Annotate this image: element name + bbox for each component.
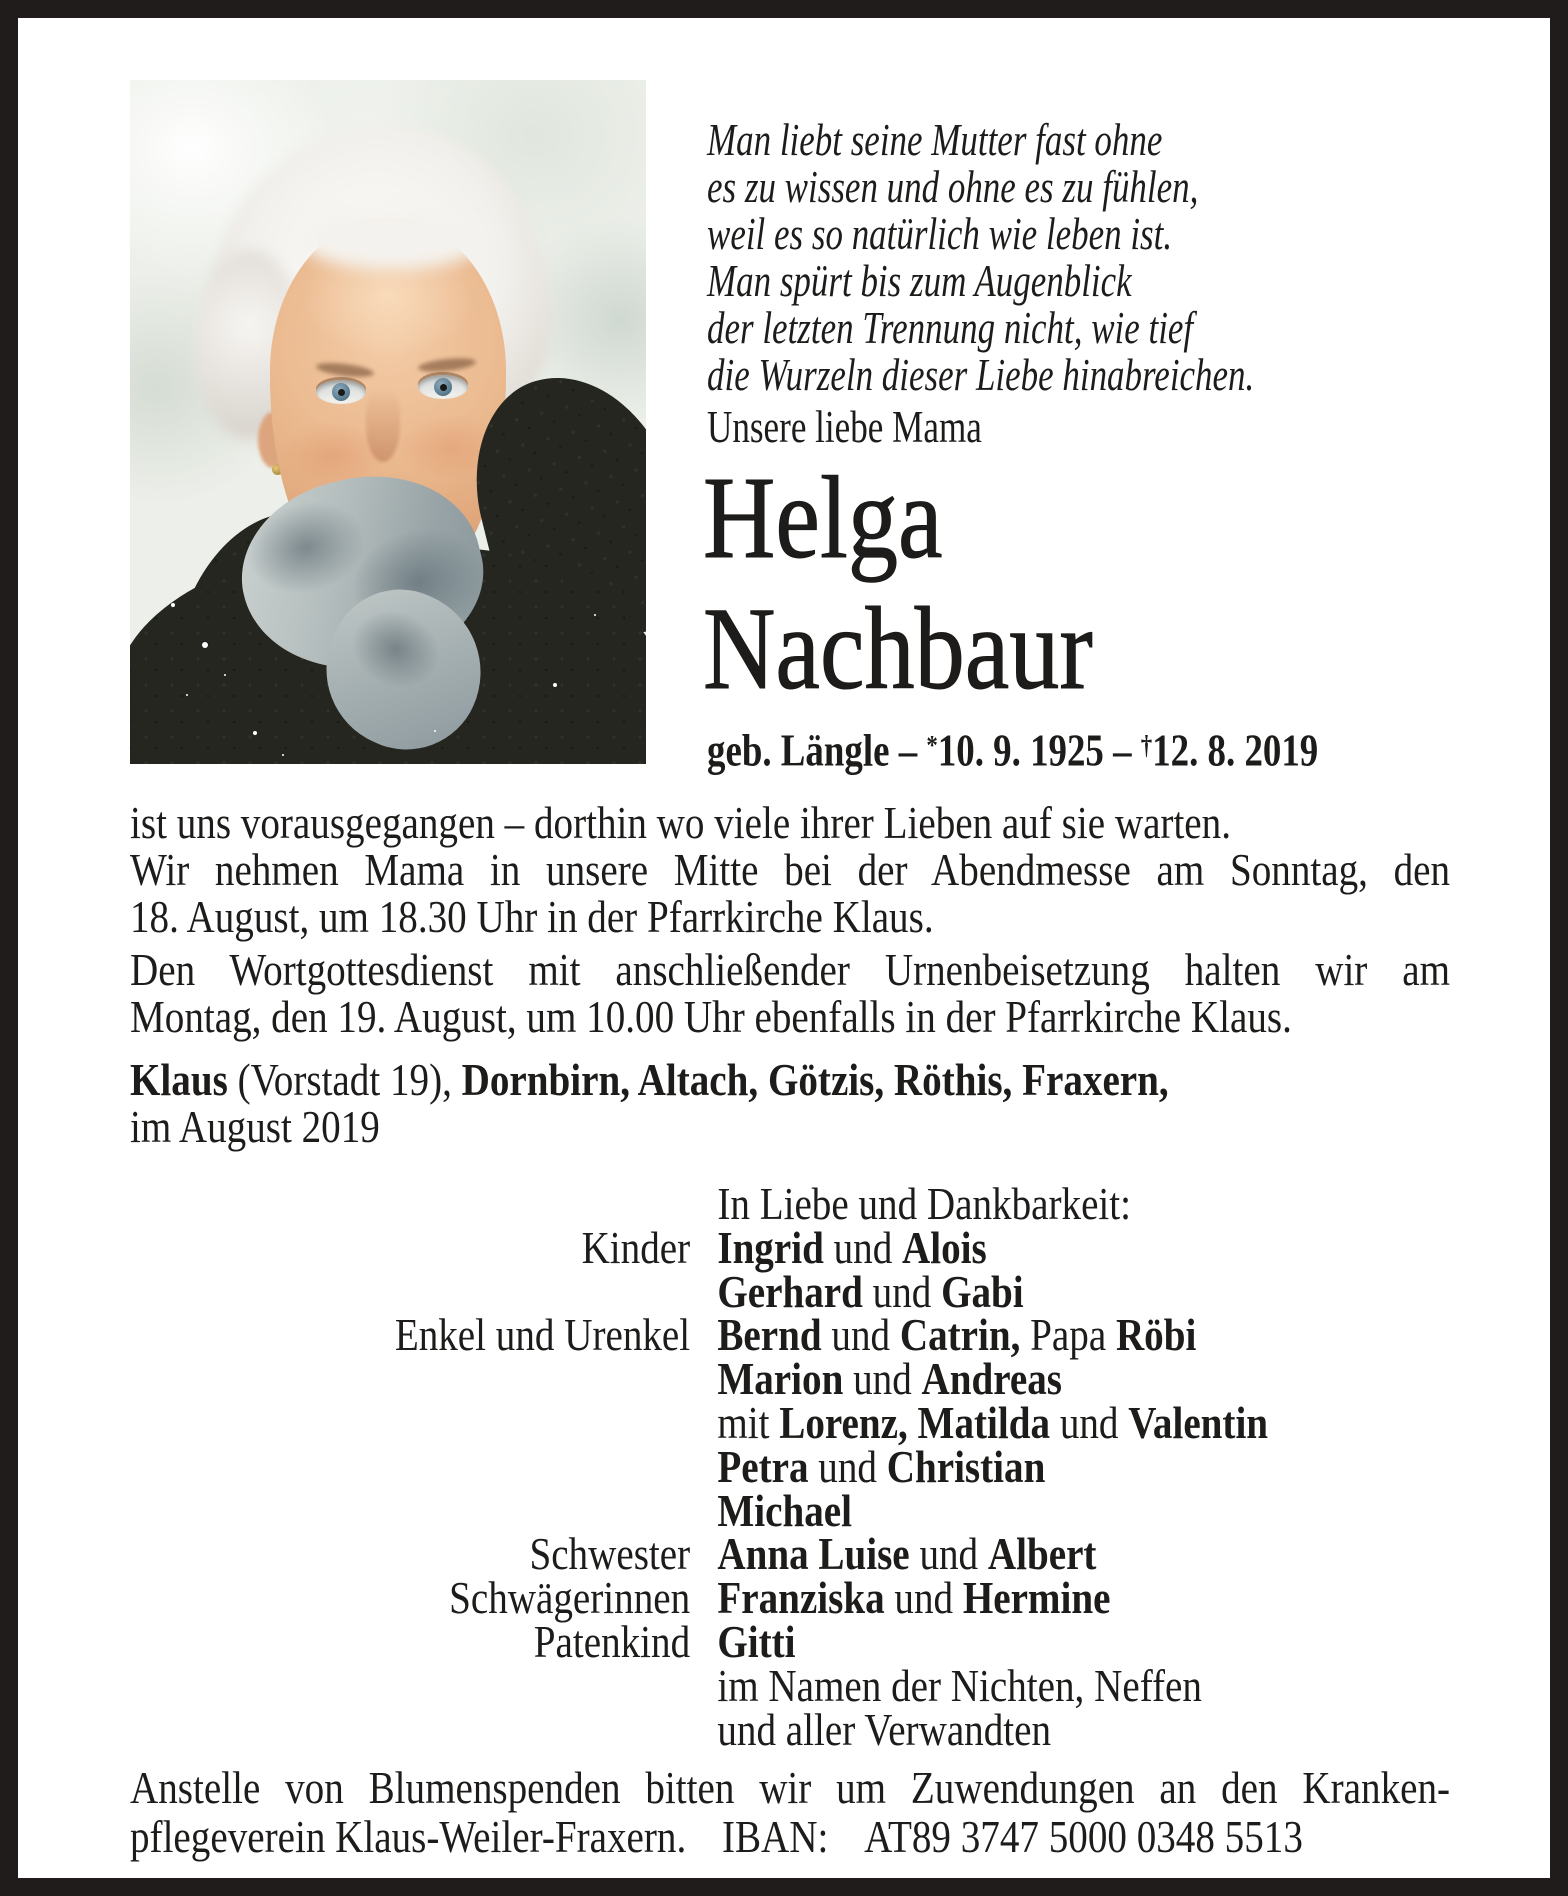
- thanks-line: In Liebe und Dankbarkeit:: [717, 1178, 1132, 1229]
- family-names: Bernd und Catrin, Papa Röbi: [717, 1309, 1197, 1361]
- poem-line: Man liebt seine Mutter fast ohne: [707, 114, 1163, 165]
- family-names: Anna Luise und Albert: [717, 1528, 1097, 1580]
- poem-line: Man spürt bis zum Augenblick: [707, 255, 1132, 306]
- lead-line: ist uns vorausgegangen – dorthin wo viele ihrer Lieben auf sie warten.: [130, 797, 1231, 848]
- family-row: [130, 1528, 1524, 1580]
- pupil-right: [440, 384, 447, 391]
- deceased-first-name: Helga: [703, 452, 943, 583]
- home-town: Klaus: [130, 1054, 228, 1105]
- birth-star-icon: *: [926, 730, 938, 761]
- family-row: [130, 1178, 1524, 1229]
- iban-number: AT89 3747 5000 0348 5513: [864, 1811, 1303, 1862]
- donation-line-1: Anstelle von Blumenspenden bitten wir um Zuwendungen an den Kranken-: [130, 1762, 1451, 1813]
- poem-line: weil es so natürlich wie leben ist.: [707, 208, 1173, 259]
- maiden-name: geb. Längle: [707, 725, 890, 776]
- iris-right: [434, 378, 452, 396]
- deceased-name: [703, 452, 1093, 714]
- family-names: Marion und Andreas: [717, 1353, 1063, 1405]
- family-row: [130, 1572, 1524, 1624]
- family-names: Ingrid und Alois: [717, 1221, 987, 1273]
- eye-right: [418, 375, 468, 399]
- announcement-text: [130, 799, 1450, 1150]
- other-towns: Dornbirn, Altach, Götzis, Röthis, Fraxern,: [461, 1054, 1169, 1105]
- association-name: pflegeverein Klaus-Weiler-Fraxern.: [130, 1811, 687, 1862]
- deceased-last-name: Nachbaur: [703, 583, 1093, 714]
- family-names: und aller Verwandten: [717, 1703, 1052, 1755]
- family-row: [130, 1615, 1524, 1667]
- eye-left: [316, 380, 366, 404]
- family-names: im Namen der Nichten, Neffen: [717, 1659, 1202, 1711]
- family-role-label: Schwester: [529, 1528, 691, 1580]
- family-row: [130, 1353, 1524, 1405]
- address: (Vorstadt 19),: [227, 1054, 462, 1105]
- family-listing: [130, 1178, 1524, 1755]
- family-row: [130, 1221, 1524, 1273]
- family-names: Gitti: [717, 1615, 796, 1667]
- poem-line: es zu wissen und ohne es zu fühlen,: [707, 161, 1199, 212]
- nose: [366, 388, 400, 462]
- family-role-label: Kinder: [581, 1221, 691, 1273]
- family-row: [130, 1484, 1524, 1536]
- donation-note: [130, 1763, 1450, 1861]
- portrait-photo: [130, 80, 646, 764]
- birth-date: 10. 9. 1925: [937, 725, 1104, 776]
- family-row: [130, 1265, 1524, 1317]
- woman-hair-fringe: [298, 206, 488, 270]
- death-date: 12. 8. 2019: [1152, 725, 1319, 776]
- snow-speckles: [130, 80, 136, 86]
- family-names: Gerhard und Gabi: [717, 1265, 1024, 1317]
- intro-line: Unsere liebe Mama: [707, 402, 982, 452]
- iris-left: [332, 383, 350, 401]
- month-year-line: im August 2019: [130, 1101, 380, 1152]
- separator: –: [889, 725, 927, 776]
- pupil-left: [338, 389, 345, 396]
- birth-death-line: [707, 720, 1318, 777]
- mass-line-1: Wir nehmen Mama in unsere Mitte bei der Abendmesse am Sonntag, den: [130, 844, 1451, 895]
- family-row: [130, 1659, 1524, 1711]
- death-dagger-icon: †: [1140, 730, 1153, 761]
- separator: –: [1103, 725, 1141, 776]
- poem-line: die Wurzeln dieser Liebe hinabreichen.: [707, 349, 1255, 400]
- donation-line-2: [130, 1812, 1450, 1861]
- service-line-2: Montag, den 19. August, um 10.00 Uhr ebenfalls in der Pfarrkirche Klaus.: [130, 991, 1292, 1042]
- poem-line: der letzten Trennung nicht, wie tief: [707, 302, 1194, 353]
- places-line: [130, 1056, 1450, 1103]
- memorial-poem: [707, 114, 1255, 400]
- family-role-label: Schwägerinnen: [449, 1572, 691, 1624]
- family-names: Franziska und Hermine: [717, 1572, 1111, 1624]
- family-role-label: Enkel und Urenkel: [394, 1309, 691, 1361]
- family-row: [130, 1309, 1524, 1361]
- family-row: [130, 1396, 1524, 1448]
- family-names: Petra und Christian: [717, 1440, 1046, 1492]
- family-role-label: Patenkind: [533, 1615, 691, 1667]
- family-row: [130, 1440, 1524, 1492]
- family-row: [130, 1703, 1524, 1755]
- family-names: Michael: [717, 1484, 852, 1536]
- service-line-1: Den Wortgottesdienst mit anschließender Urnenbeisetzung halten wir am: [130, 944, 1451, 995]
- family-names: mit Lorenz, Matilda und Valentin: [717, 1396, 1269, 1448]
- iban-label: IBAN:: [721, 1811, 829, 1862]
- mass-line-2: 18. August, um 18.30 Uhr in der Pfarrkirche Klaus.: [130, 891, 934, 942]
